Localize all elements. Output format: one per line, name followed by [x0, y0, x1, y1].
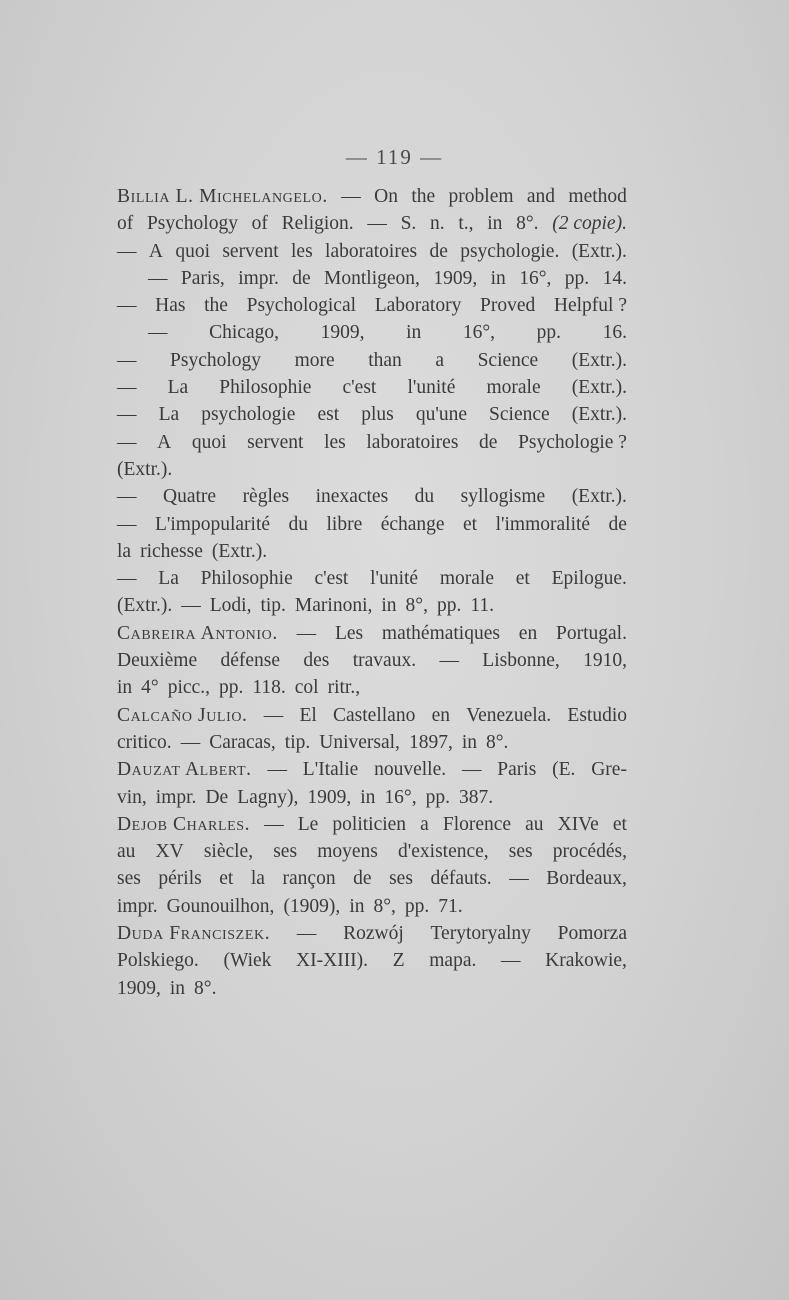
word: —	[267, 759, 287, 781]
word: Paris	[497, 759, 537, 781]
word: the	[204, 295, 228, 317]
word: quoi	[191, 431, 227, 453]
word: of	[117, 213, 134, 235]
word: la	[250, 868, 265, 890]
word: —	[117, 513, 137, 535]
word: —	[117, 377, 137, 399]
text-line	[117, 401, 627, 428]
word: morale	[486, 377, 541, 399]
word: psychologie	[201, 404, 296, 426]
word: de	[429, 240, 448, 262]
word: —	[117, 404, 137, 426]
word: quoi	[175, 240, 210, 262]
author-name: Dauzat Albert.	[117, 759, 252, 781]
word: Pomorza	[557, 923, 627, 945]
text-line	[117, 756, 627, 783]
word: Gre-	[591, 759, 627, 781]
word: —	[296, 923, 317, 945]
word: 16°,	[462, 322, 496, 344]
word: La	[167, 377, 189, 399]
word: tip.	[284, 731, 311, 753]
word: Laboratory	[374, 295, 462, 317]
word: 8°,	[373, 895, 396, 917]
word: —	[117, 295, 137, 317]
author-name: Dejob Charles.	[117, 813, 251, 835]
word: tip.	[260, 595, 286, 617]
word: pp.	[218, 677, 244, 699]
text-line	[117, 265, 627, 292]
word: Lodi,	[209, 595, 252, 617]
word: (Extr.).	[571, 404, 627, 426]
word: 4°	[141, 677, 159, 699]
word: d'existence,	[397, 841, 489, 863]
text-line	[117, 565, 627, 592]
word: rançon	[282, 868, 336, 890]
word: laboratoires	[366, 431, 459, 453]
word: 387.	[458, 786, 494, 808]
word: Has	[155, 295, 186, 317]
word: servent	[247, 431, 304, 453]
word: psychologie.	[460, 240, 560, 262]
word: —	[117, 431, 137, 453]
word: (Extr.).	[571, 377, 627, 399]
word: (Wiek	[223, 950, 272, 972]
word: Terytoryalny	[430, 923, 531, 945]
word: Krakowie,	[545, 950, 627, 972]
word: 8°,	[405, 595, 428, 617]
word: pp.	[425, 786, 450, 808]
text-line	[117, 483, 627, 510]
word: impr.	[155, 786, 197, 808]
word: nouvelle.	[374, 759, 447, 781]
word: (2 copie).	[552, 213, 627, 235]
word: Philosophie	[219, 377, 312, 399]
word: 16°,	[519, 267, 552, 289]
word: —	[148, 267, 168, 289]
text-line	[117, 975, 627, 1002]
bibliography-entry	[117, 756, 627, 811]
word: —	[296, 622, 317, 644]
word: 1909,	[307, 786, 352, 808]
word: de	[353, 868, 372, 890]
word: —	[341, 186, 361, 207]
bibliography-list	[117, 183, 627, 1002]
word: 14.	[602, 267, 627, 289]
word: est	[317, 404, 340, 426]
word: —	[439, 650, 459, 672]
word: in	[487, 213, 503, 235]
word: échange	[380, 513, 445, 535]
word: XI-XIII).	[296, 950, 369, 972]
word: (Extr.).	[571, 349, 627, 371]
word: El	[299, 704, 317, 726]
text-line	[117, 292, 627, 319]
word: t.,	[458, 213, 474, 235]
word: col	[294, 677, 319, 699]
word: —	[461, 759, 482, 781]
word: in	[349, 895, 365, 917]
word: La	[158, 568, 179, 590]
word: —	[180, 731, 201, 753]
word: l'unité	[407, 377, 456, 399]
word: 8°.	[194, 977, 217, 999]
word: défense	[220, 650, 281, 672]
text-line	[117, 210, 627, 237]
word: than	[368, 349, 402, 371]
word: method	[568, 186, 627, 207]
word: défauts.	[430, 868, 492, 890]
word: pp.	[564, 267, 590, 289]
text-line	[117, 947, 627, 974]
page-number: — 119 —	[345, 145, 444, 169]
word: and	[526, 186, 556, 207]
word: Portugal.	[556, 622, 627, 644]
word: laboratoires	[325, 240, 418, 262]
word: (Extr.).	[211, 540, 268, 562]
word: impr.	[117, 895, 158, 917]
word: 8°.	[516, 213, 539, 235]
word: problem	[448, 186, 514, 207]
word: et	[219, 868, 234, 890]
text-line	[117, 893, 627, 920]
word: pp.	[436, 595, 462, 617]
word: la	[117, 540, 132, 562]
word: Science	[489, 404, 550, 426]
word: 11.	[470, 595, 495, 617]
word: in	[360, 786, 376, 808]
word: 71.	[438, 895, 463, 917]
word: au	[117, 841, 136, 863]
word: du	[414, 486, 435, 508]
word: 1909,	[320, 322, 365, 344]
word: Proved	[479, 295, 536, 317]
word: Gounouilhon,	[166, 895, 275, 917]
word: —	[117, 349, 137, 371]
text-line	[117, 811, 627, 838]
text-line	[117, 592, 627, 619]
text-line	[117, 456, 627, 483]
word: Quatre	[163, 486, 217, 508]
word: de	[608, 513, 627, 535]
word: Estudio	[567, 704, 627, 726]
word: Psychology	[146, 213, 238, 235]
word: n.	[430, 213, 445, 235]
word: Bordeaux,	[546, 868, 627, 890]
text-line	[117, 865, 627, 892]
text-line	[117, 429, 627, 456]
word: politicien	[332, 813, 407, 835]
word: Z	[392, 950, 405, 972]
text-line	[117, 702, 627, 729]
word: L'impopularité	[154, 513, 271, 535]
word: Psychology	[170, 349, 262, 371]
word: Paris,	[180, 267, 225, 289]
word: c'est	[342, 377, 377, 399]
word: ses	[273, 841, 298, 863]
word: Lisbonne,	[482, 650, 560, 672]
word: Epilogue.	[551, 568, 627, 590]
word: Les	[334, 622, 364, 644]
word: —	[509, 868, 529, 890]
text-line	[117, 319, 627, 346]
word: Le	[297, 813, 319, 835]
word: De	[205, 786, 229, 808]
word: La	[158, 404, 180, 426]
word: Venezuela.	[466, 704, 552, 726]
word: et	[515, 568, 530, 590]
text-line	[117, 238, 627, 265]
word: in	[406, 322, 422, 344]
word: servent	[222, 240, 279, 262]
word: morale	[439, 568, 494, 590]
word: of	[251, 213, 268, 235]
word: 1909,	[433, 267, 478, 289]
word: de	[479, 431, 498, 453]
text-line	[117, 920, 627, 947]
text-line	[117, 511, 627, 538]
word: vin,	[117, 786, 147, 808]
word: (Extr.).	[117, 595, 173, 617]
text-line	[117, 374, 627, 401]
word: c'est	[314, 568, 349, 590]
word: picc.,	[167, 677, 210, 699]
word: 16.	[602, 322, 627, 344]
word: ses	[117, 868, 141, 890]
word: in	[381, 595, 397, 617]
word: in	[461, 731, 477, 753]
word: L'Italie	[302, 759, 359, 781]
word: Philosophie	[200, 568, 293, 590]
word: Religion.	[281, 213, 354, 235]
text-line	[117, 729, 627, 756]
word: (Extr.).	[571, 240, 627, 262]
author-name: Duda Franciszek.	[117, 923, 271, 945]
word: A	[157, 431, 172, 453]
word: S.	[400, 213, 417, 235]
word: impr.	[238, 267, 279, 289]
word: Florence	[442, 813, 512, 835]
word: Montligeon,	[324, 267, 420, 289]
word: moyens	[317, 841, 378, 863]
word: A	[148, 240, 163, 262]
word: in	[169, 977, 186, 999]
word: Psychologie ?	[518, 431, 627, 453]
word: Universal,	[319, 731, 400, 753]
word: 1909,	[117, 977, 161, 999]
word: XIVe	[557, 813, 599, 835]
word: mathématiques	[381, 622, 500, 644]
word: (Extr.).	[571, 486, 627, 508]
word: inexactes	[315, 486, 389, 508]
word: —	[117, 568, 137, 590]
word: libre	[326, 513, 363, 535]
word: Chicago,	[209, 322, 279, 344]
word: —	[367, 213, 387, 235]
bibliography-entry	[117, 702, 627, 757]
bibliography-entry	[117, 620, 627, 702]
author-name: Billia L. Michelangelo.	[117, 186, 328, 207]
word: —	[264, 813, 284, 835]
text-line	[117, 347, 627, 374]
word: ses	[508, 841, 533, 863]
word: 8°.	[485, 731, 509, 753]
word: (1909),	[283, 895, 341, 917]
word: et	[463, 513, 478, 535]
word: a	[420, 813, 429, 835]
word: XV	[155, 841, 184, 863]
word: règles	[242, 486, 290, 508]
text-line	[117, 838, 627, 865]
word: more	[294, 349, 335, 371]
word: en	[431, 704, 450, 726]
text-line	[117, 620, 627, 647]
word: 118.	[252, 677, 286, 699]
word: Psychological	[246, 295, 357, 317]
word: Marinoni,	[294, 595, 373, 617]
text-line	[117, 784, 627, 811]
word: (Extr.).	[117, 458, 173, 480]
word: —	[263, 704, 284, 726]
word: in	[490, 267, 506, 289]
word: mapa.	[429, 950, 477, 972]
bibliography-entry	[117, 811, 627, 920]
word: Deuxième	[117, 650, 198, 672]
text-line	[117, 183, 627, 210]
text-line	[117, 647, 627, 674]
word: in	[117, 677, 133, 699]
word: On	[374, 186, 398, 207]
bibliography-entry	[117, 183, 627, 620]
text-line	[117, 674, 627, 701]
word: travaux.	[352, 650, 417, 672]
word: —	[501, 950, 521, 972]
bibliography-entry	[117, 920, 627, 1002]
word: 16°,	[384, 786, 417, 808]
word: richesse	[140, 540, 203, 562]
word: siècle,	[203, 841, 254, 863]
word: pp.	[536, 322, 562, 344]
word: les	[324, 431, 346, 453]
word: —	[181, 595, 201, 617]
word: 1897,	[408, 731, 453, 753]
word: Science	[477, 349, 539, 371]
word: en	[518, 622, 538, 644]
word: les	[291, 240, 313, 262]
word: ses	[389, 868, 413, 890]
word: critico.	[117, 731, 172, 753]
word: qu'une	[415, 404, 467, 426]
word: syllogisme	[460, 486, 546, 508]
word: plus	[361, 404, 394, 426]
author-name: Calcaño Julio.	[117, 704, 248, 726]
author-name: Cabreira Antonio.	[117, 622, 278, 644]
word: de	[292, 267, 311, 289]
word: —	[117, 240, 137, 262]
word: et	[612, 813, 627, 835]
text-line	[117, 538, 627, 565]
word: pp.	[404, 895, 430, 917]
word: des	[303, 650, 330, 672]
word: a	[435, 349, 445, 371]
word: procédés,	[552, 841, 627, 863]
word: Castellano	[333, 704, 416, 726]
word: Helpful ?	[553, 295, 627, 317]
word: Rozwój	[343, 923, 404, 945]
word: —	[148, 322, 168, 344]
word: Lagny),	[237, 786, 299, 808]
word: 1910,	[583, 650, 627, 672]
word: (E.	[552, 759, 576, 781]
word: du	[288, 513, 309, 535]
word: périls	[158, 868, 202, 890]
word: l'unité	[370, 568, 419, 590]
word: the	[411, 186, 436, 207]
word: —	[117, 486, 137, 508]
word: ritr.,	[327, 677, 361, 699]
word: Caracas,	[209, 731, 276, 753]
word: au	[525, 813, 544, 835]
word: Polskiego.	[117, 950, 199, 972]
word: l'immoralité	[495, 513, 591, 535]
